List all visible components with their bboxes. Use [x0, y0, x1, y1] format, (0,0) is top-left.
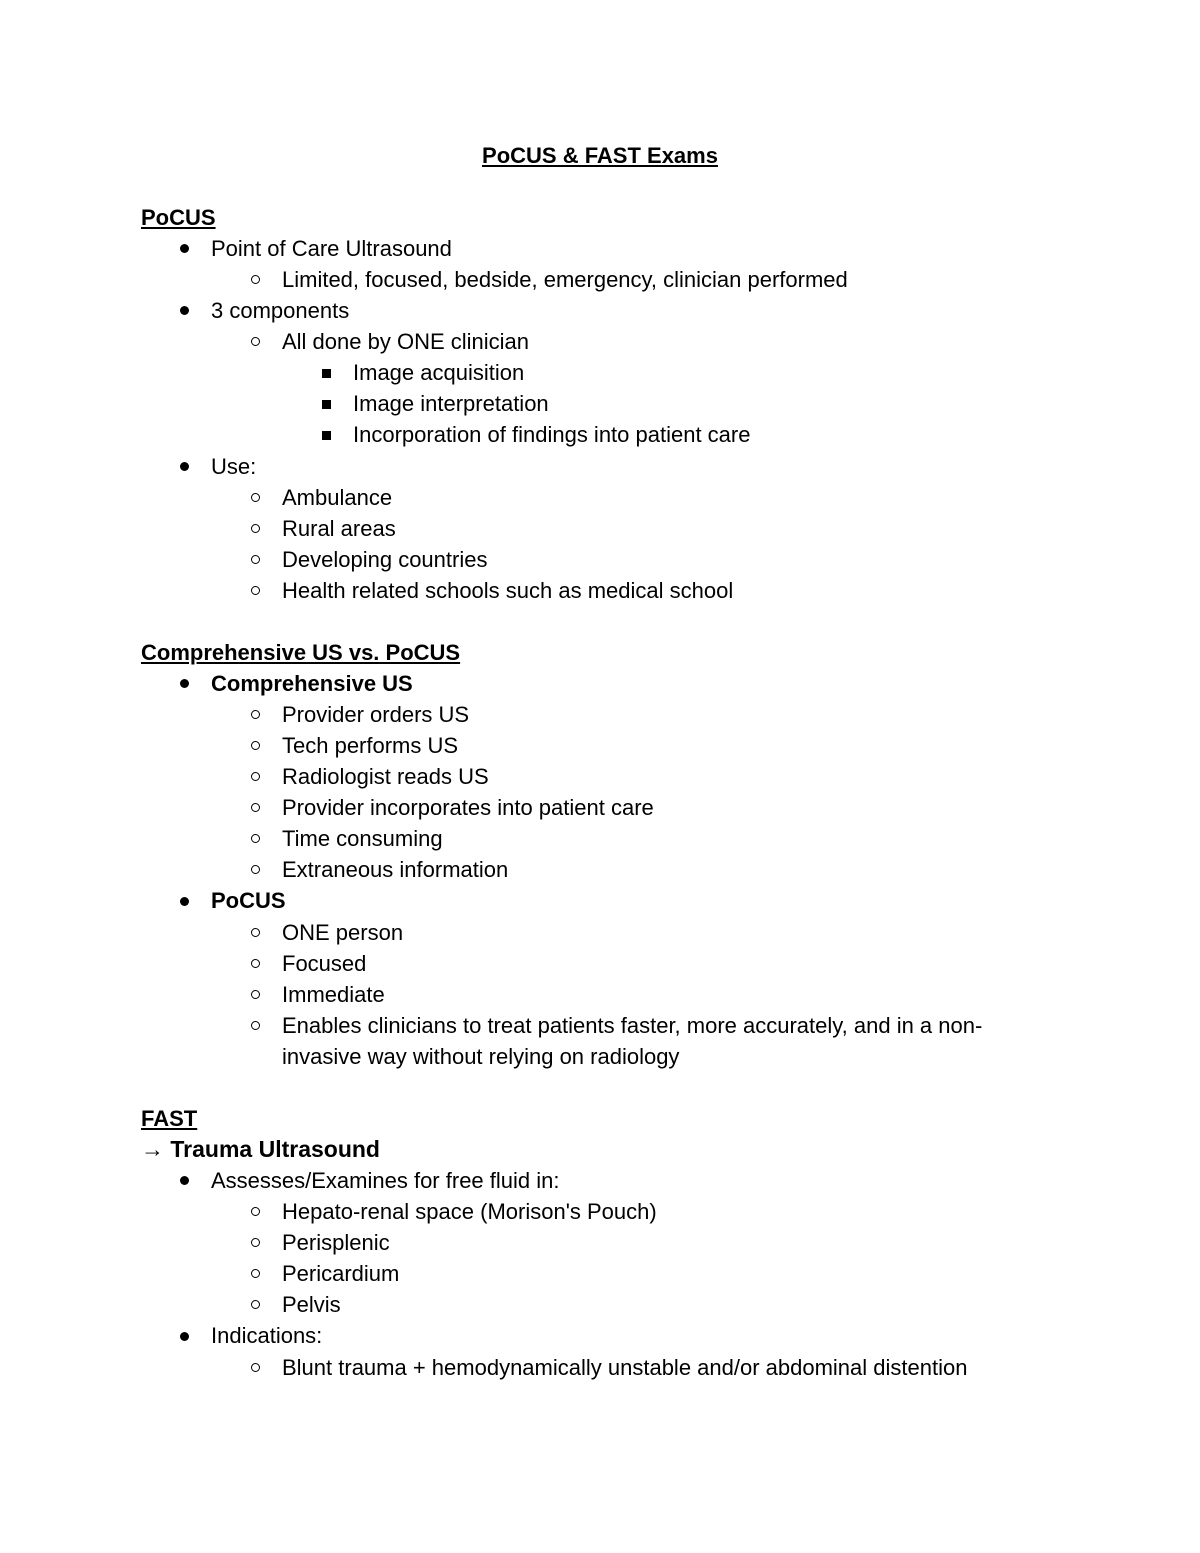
circle-bullet-icon [251, 493, 260, 502]
disc-bullet-icon [180, 306, 189, 315]
list-item: PoCUS [211, 888, 286, 913]
circle-bullet-icon [251, 1300, 260, 1309]
circle-bullet-icon [251, 586, 260, 595]
square-bullet-icon [322, 369, 331, 378]
section-heading-pocus: PoCUS [141, 205, 216, 230]
circle-bullet-icon [251, 275, 260, 284]
list-item: Assesses/Examines for free fluid in: [211, 1168, 560, 1193]
list-item: Health related schools such as medical school [282, 578, 734, 603]
circle-bullet-icon [251, 741, 260, 750]
list-item: ONE person [282, 920, 404, 945]
list-item-continuation: invasive way without relying on radiology [282, 1044, 680, 1069]
list-item: Focused [282, 951, 367, 976]
list-item: Provider orders US [282, 702, 470, 727]
circle-bullet-icon [251, 710, 260, 719]
list-item: Perisplenic [282, 1230, 390, 1255]
list-item: Point of Care Ultrasound [211, 236, 452, 261]
list-item: Developing countries [282, 547, 488, 572]
square-bullet-icon [322, 431, 331, 440]
section-heading-comparison: Comprehensive US vs. PoCUS [141, 640, 461, 665]
circle-bullet-icon [251, 803, 260, 812]
list-item: Limited, focused, bedside, emergency, clinician performed [282, 267, 848, 292]
list-item: Ambulance [282, 485, 393, 510]
disc-bullet-icon [180, 679, 189, 688]
list-item: Extraneous information [282, 857, 509, 882]
disc-bullet-icon [180, 897, 189, 906]
list-item: Image acquisition [353, 360, 525, 385]
disc-bullet-icon [180, 1176, 189, 1185]
list-item: Radiologist reads US [282, 764, 489, 789]
circle-bullet-icon [251, 1363, 260, 1372]
list-item: All done by ONE clinician [282, 329, 530, 354]
section-heading-fast: FAST [141, 1106, 198, 1131]
square-bullet-icon [322, 400, 331, 409]
circle-bullet-icon [251, 990, 260, 999]
list-item: Image interpretation [353, 391, 549, 416]
circle-bullet-icon [251, 865, 260, 874]
document-title: PoCUS & FAST Exams [482, 143, 718, 168]
circle-bullet-icon [251, 1021, 260, 1030]
disc-bullet-icon [180, 244, 189, 253]
list-item: Blunt trauma + hemodynamically unstable and/or abdominal distention [282, 1355, 968, 1380]
list-item: Hepato-renal space (Morison's Pouch) [282, 1199, 657, 1224]
circle-bullet-icon [251, 524, 260, 533]
disc-bullet-icon [180, 462, 189, 471]
list-item: Provider incorporates into patient care [282, 795, 654, 820]
circle-bullet-icon [251, 1238, 260, 1247]
circle-bullet-icon [251, 928, 260, 937]
circle-bullet-icon [251, 959, 260, 968]
list-item: Time consuming [282, 826, 443, 851]
circle-bullet-icon [251, 337, 260, 346]
list-item: Incorporation of findings into patient care [353, 422, 751, 447]
list-item: Tech performs US [282, 733, 459, 758]
list-item: Rural areas [282, 516, 396, 541]
list-item: Comprehensive US [211, 671, 413, 696]
list-item: Enables clinicians to treat patients faster, more accurately, and in a non- [282, 1013, 983, 1038]
list-item: Pericardium [282, 1261, 400, 1286]
circle-bullet-icon [251, 555, 260, 564]
circle-bullet-icon [251, 834, 260, 843]
subheading-trauma-ultrasound: → Trauma Ultrasound [141, 1136, 380, 1162]
disc-bullet-icon [180, 1332, 189, 1341]
list-item: 3 components [211, 298, 350, 323]
circle-bullet-icon [251, 1207, 260, 1216]
list-item: Indications: [211, 1323, 323, 1348]
circle-bullet-icon [251, 1269, 260, 1278]
list-item: Use: [211, 454, 257, 479]
list-item: Immediate [282, 982, 385, 1007]
circle-bullet-icon [251, 772, 260, 781]
list-item: Pelvis [282, 1292, 341, 1317]
